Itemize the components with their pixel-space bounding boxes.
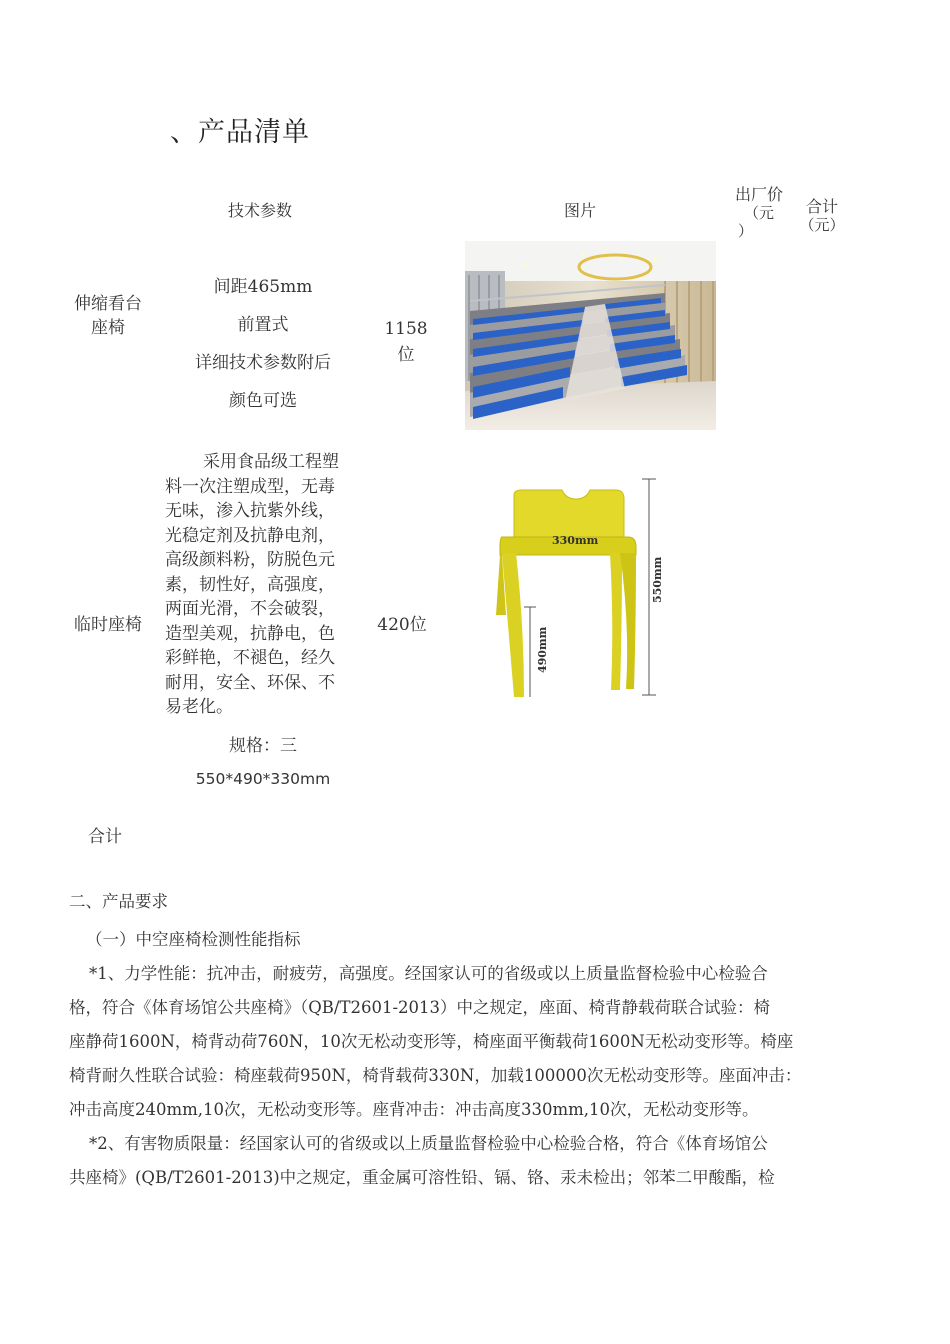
body-line-7: 共座椅》(QB/T2601-2013)中之规定，重金属可溶性铅、镉、铬、汞未检出；邻苯二甲酸酯，检 — [69, 1168, 775, 1187]
dim-height-label: 550mm — [651, 556, 664, 603]
header-price-l3: ） — [738, 222, 754, 240]
body-line-3: 座静荷1600N，椅背动荷760N，10次无松动变形等，椅座面平衡载荷1600N无松动变形等。椅座 — [69, 1032, 794, 1051]
body-line-4: 椅背耐久性联合试验：椅座载荷950N，椅背载荷330N，加载100000次无松动变形等。座面冲击： — [69, 1066, 802, 1085]
row2-para-line-4: 光稳定剂及抗静电剂， — [165, 525, 335, 546]
section2-heading: 二、产品要求 — [69, 892, 168, 911]
row1-qty-l1: 1158 — [384, 319, 428, 339]
table-total: 合计 — [88, 827, 122, 847]
row1-spec-1: 间距465mm — [213, 277, 313, 297]
body-line-6: *2、有害物质限量：经国家认可的省级或以上质量监督检验中心检验合格，符合《体育场馆公 — [89, 1134, 768, 1153]
row2-para-line-9: 彩鲜艳，不褪色，经久 — [165, 648, 335, 668]
row1-qty — [378, 316, 434, 368]
row2-name: 临时座椅 — [74, 615, 142, 635]
body-line-5: 冲击高度240mm,10次，无松动变形等。座背冲击：冲击高度330mm,10次，无松动变形等。 — [69, 1100, 759, 1119]
header-price — [724, 186, 794, 240]
body-line-1: *1、力学性能：抗冲击，耐疲劳，高强度。经国家认可的省级或以上质量监督检验中心检验合 — [89, 964, 768, 983]
header-image: 图片 — [563, 201, 596, 220]
section-title: 、产品清单 — [170, 117, 310, 148]
row1-spec-3: 详细技术参数附后 — [195, 353, 331, 373]
row1-specs — [173, 272, 353, 424]
row2-description — [165, 450, 365, 720]
row2-qty: 420位 — [377, 615, 427, 635]
row2-para-line-8: 造型美观，抗静电，色 — [165, 623, 335, 644]
row2-para-line-6: 素，韧性好，高强度， — [165, 574, 335, 595]
row2-para-line-3: 无味，渗入抗紫外线， — [165, 501, 335, 521]
row1-name-l2: 座椅 — [91, 318, 125, 338]
row2-para-line-11: 易老化。 — [165, 697, 233, 717]
row1-spec-2: 前置式 — [237, 315, 289, 335]
header-tech: 技术参数 — [227, 201, 292, 220]
dim-seat-label: 490mm — [536, 626, 549, 673]
row2-para-line-5: 高级颜料粉，防脱色元 — [165, 550, 335, 570]
row2-para-line-1: 采用食品级工程塑 — [203, 452, 339, 472]
header-total-l1: 合计 — [805, 197, 838, 216]
header-total-l2: （元） — [799, 216, 845, 234]
row1-name-l1: 伸缩看台 — [74, 294, 142, 314]
row1-name — [58, 292, 158, 340]
header-total — [792, 198, 852, 234]
row1-spec-4: 颜色可选 — [229, 391, 297, 411]
section2-sub: （一）中空座椅检测性能指标 — [86, 930, 301, 949]
row1-qty-l2: 位 — [397, 345, 415, 365]
row2-para-line-10: 耐用，安全、环保、不 — [165, 672, 335, 693]
section2-body — [69, 957, 884, 1195]
dim-width-label: 330mm — [552, 534, 599, 547]
row2-spec-size: 550*490*330mm — [195, 770, 331, 788]
header-price-l1: 出厂价 — [734, 185, 783, 204]
chair-photo — [490, 475, 670, 705]
row2-para-line-7: 两面光滑，不会破裂， — [165, 599, 335, 619]
body-line-2: 格，符合《体育场馆公共座椅》（QB/T2601-2013）中之规定，座面、椅背静载荷联合试验：椅 — [69, 998, 771, 1017]
header-price-l2: （元 — [743, 204, 774, 222]
bleacher-photo — [465, 241, 716, 430]
row2-para-line-2: 料一次注塑成型，无毒 — [165, 476, 335, 497]
row2-spec-label: 规格：三 — [229, 736, 297, 756]
